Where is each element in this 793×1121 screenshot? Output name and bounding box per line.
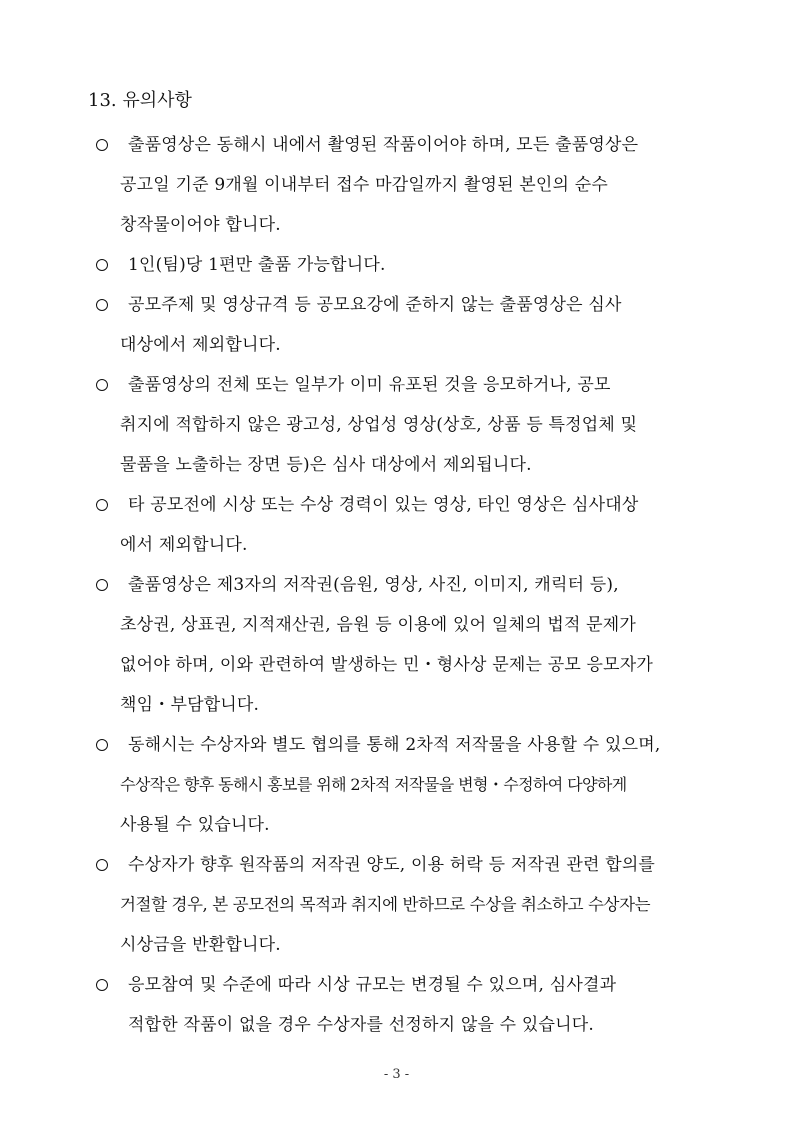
- notice-line: 응모참여 및 수준에 따라 시상 규모는 변경될 수 있으며, 심사결과: [128, 975, 617, 995]
- notice-line: 공고일 기준 9개월 이내부터 접수 마감일까지 촬영된 본인의 순수: [120, 175, 609, 195]
- notice-item: [88, 132, 738, 242]
- circle-bullet-icon: [96, 739, 108, 751]
- notice-line: 물품을 노출하는 장면 등)은 심사 대상에서 제외됩니다.: [120, 455, 532, 475]
- notice-line: 출품영상은 동해시 내에서 촬영된 작품이어야 하며, 모든 출품영상은: [128, 135, 639, 155]
- notice-line: 시상금을 반환합니다.: [120, 935, 281, 955]
- circle-bullet-icon: [96, 499, 108, 511]
- notice-line: 1인(팀)당 1편만 출품 가능합니다.: [128, 255, 386, 275]
- circle-bullet-icon: [96, 979, 108, 991]
- circle-bullet-icon: [96, 299, 108, 311]
- notice-line: 거절할 경우, 본 공모전의 목적과 취지에 반하므로 수상을 취소하고 수상자는: [120, 895, 651, 914]
- notice-line: 없어야 하며, 이와 관련하여 발생하는 민・형사상 문제는 공모 응모자가: [120, 655, 654, 675]
- notice-line: 동해시는 수상자와 별도 협의를 통해 2차적 저작물을 사용할 수 있으며,: [128, 735, 661, 755]
- notice-line: 초상권, 상표권, 지적재산권, 음원 등 이용에 있어 일체의 법적 문제가: [120, 615, 637, 635]
- notice-item: [88, 732, 738, 842]
- page-number: - 3 -: [383, 1067, 410, 1082]
- notice-item: [88, 852, 738, 962]
- notice-line: 타 공모전에 시상 또는 수상 경력이 있는 영상, 타인 영상은 심사대상: [128, 495, 639, 515]
- notice-line: 취지에 적합하지 않은 광고성, 상업성 영상(상호, 상품 등 특정업체 및: [120, 415, 638, 435]
- circle-bullet-icon: [96, 859, 108, 871]
- notice-item: [88, 292, 738, 362]
- circle-bullet-icon: [96, 259, 108, 271]
- notice-line: 적합한 작품이 없을 경우 수상자를 선정하지 않을 수 있습니다.: [128, 1015, 594, 1035]
- section-title: 13. 유의사항: [88, 90, 192, 111]
- notice-line: 책임・부담합니다.: [120, 695, 260, 715]
- notice-item: [88, 492, 738, 562]
- circle-bullet-icon: [96, 379, 108, 391]
- notice-item: [88, 372, 738, 482]
- notice-line: 공모주제 및 영상규격 등 공모요강에 준하지 않는 출품영상은 심사: [128, 295, 622, 315]
- notice-line: 대상에서 제외합니다.: [120, 335, 281, 355]
- notice-line: 에서 제외합니다.: [120, 535, 248, 555]
- notice-line: 수상작은 향후 동해시 홍보를 위해 2차적 저작물을 변형・수정하여 다양하게: [120, 775, 627, 794]
- circle-bullet-icon: [96, 139, 108, 151]
- notice-item: [88, 972, 738, 1042]
- notice-line: 수상자가 향후 원작품의 저작권 양도, 이용 허락 등 저작권 관련 합의를: [128, 855, 656, 875]
- circle-bullet-icon: [96, 579, 108, 591]
- notice-line: 출품영상의 전체 또는 일부가 이미 유포된 것을 응모하거나, 공모: [128, 375, 611, 395]
- notice-item: [88, 252, 738, 282]
- notice-line: 출품영상은 제3자의 저작권(음원, 영상, 사진, 이미지, 캐릭터 등),: [128, 575, 619, 595]
- notice-item: [88, 572, 738, 722]
- notice-line: 창작물이어야 합니다.: [120, 215, 281, 235]
- notice-line: 사용될 수 있습니다.: [120, 815, 270, 835]
